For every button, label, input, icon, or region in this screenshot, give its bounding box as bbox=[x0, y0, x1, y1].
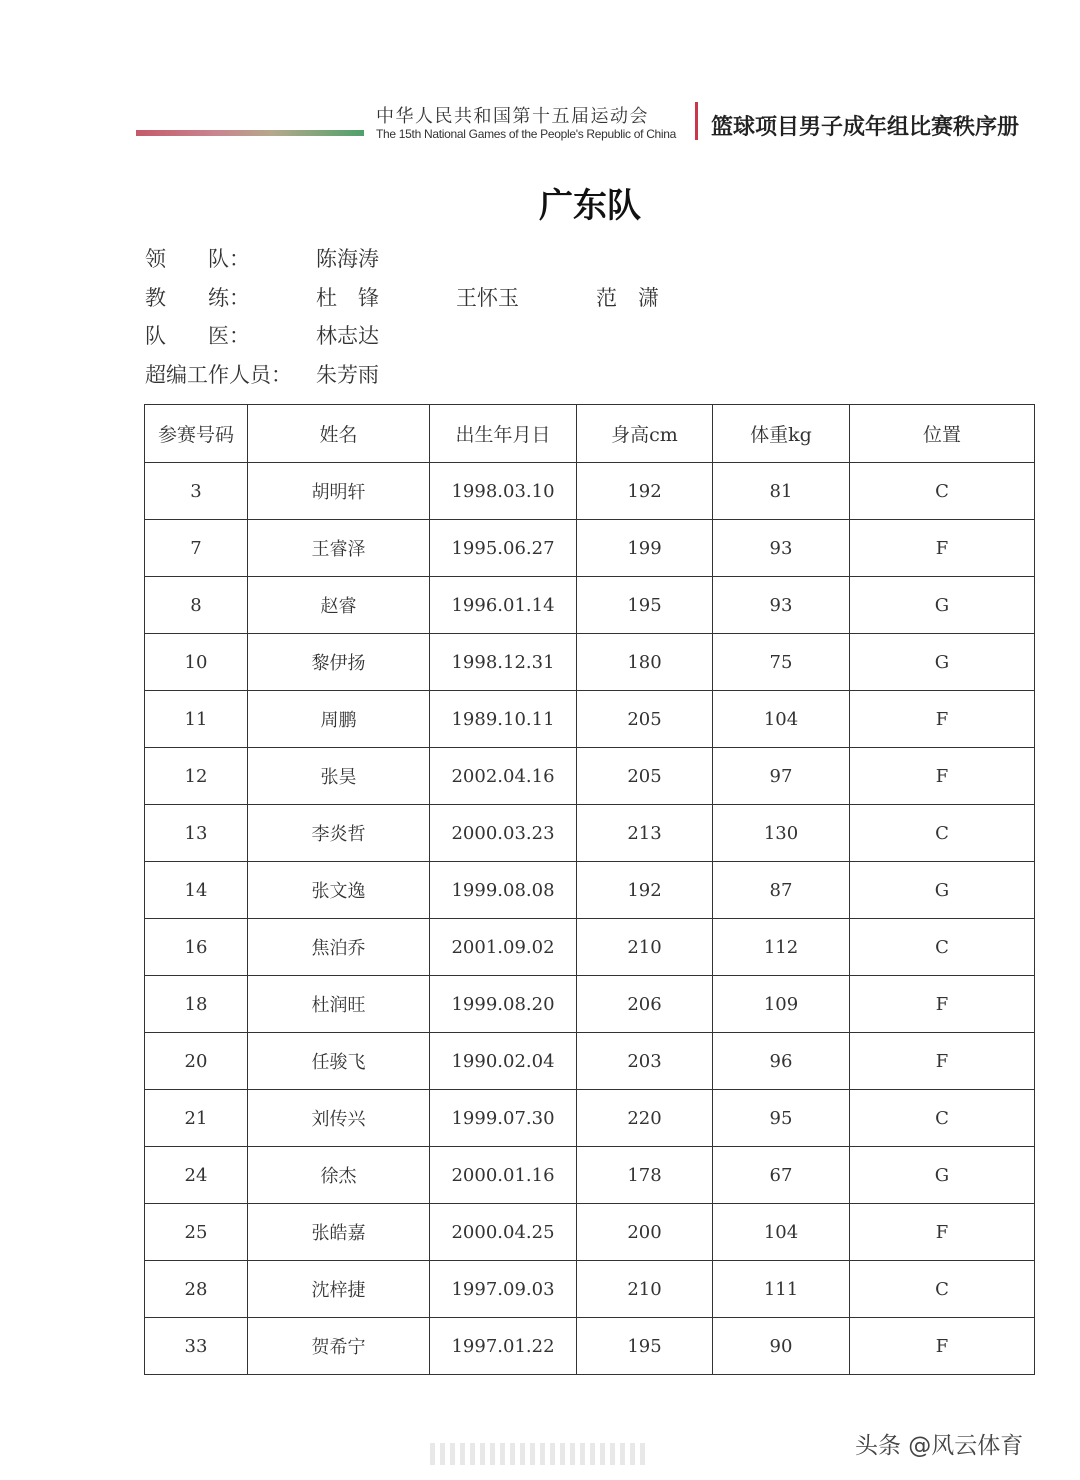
cell-position: G bbox=[850, 1147, 1035, 1204]
cell-height: 195 bbox=[577, 1318, 713, 1375]
cell-weight: 93 bbox=[713, 520, 850, 577]
cell-name: 刘传兴 bbox=[248, 1090, 430, 1147]
col-header-height: 身高cm bbox=[577, 405, 713, 463]
cell-birthdate: 1999.08.20 bbox=[430, 976, 577, 1033]
cell-weight: 104 bbox=[713, 691, 850, 748]
cell-number: 10 bbox=[145, 634, 248, 691]
table-row bbox=[145, 1318, 1035, 1375]
cell-weight: 87 bbox=[713, 862, 850, 919]
cell-height: 205 bbox=[577, 748, 713, 805]
cell-number: 14 bbox=[145, 862, 248, 919]
table-row bbox=[145, 862, 1035, 919]
cell-height: 210 bbox=[577, 919, 713, 976]
cell-birthdate: 2000.03.23 bbox=[430, 805, 577, 862]
cell-weight: 75 bbox=[713, 634, 850, 691]
cell-number: 7 bbox=[145, 520, 248, 577]
cell-weight: 97 bbox=[713, 748, 850, 805]
games-title-cn: 中华人民共和国第十五届运动会 bbox=[376, 106, 649, 127]
cell-height: 210 bbox=[577, 1261, 713, 1318]
cell-name: 胡明轩 bbox=[248, 463, 430, 520]
cell-height: 192 bbox=[577, 862, 713, 919]
cell-birthdate: 1999.08.08 bbox=[430, 862, 577, 919]
header-color-stripe bbox=[136, 130, 364, 136]
staff-name-coach-1: 杜 锋 bbox=[316, 286, 379, 310]
staff-name-leader: 陈海涛 bbox=[316, 247, 379, 271]
table-row bbox=[145, 463, 1035, 520]
cell-number: 28 bbox=[145, 1261, 248, 1318]
cell-number: 18 bbox=[145, 976, 248, 1033]
cell-birthdate: 1990.02.04 bbox=[430, 1033, 577, 1090]
staff-label-extra: 超编工作人员： bbox=[145, 363, 292, 387]
table-row bbox=[145, 1033, 1035, 1090]
cell-position: F bbox=[850, 691, 1035, 748]
cell-birthdate: 2000.04.25 bbox=[430, 1204, 577, 1261]
table-row bbox=[145, 1204, 1035, 1261]
cell-birthdate: 2000.01.16 bbox=[430, 1147, 577, 1204]
roster-table bbox=[144, 404, 1035, 1375]
cell-number: 8 bbox=[145, 577, 248, 634]
cell-weight: 95 bbox=[713, 1090, 850, 1147]
redaction-strip bbox=[430, 1443, 650, 1465]
header-divider bbox=[695, 102, 698, 140]
table-row bbox=[145, 577, 1035, 634]
cell-number: 13 bbox=[145, 805, 248, 862]
cell-name: 张文逸 bbox=[248, 862, 430, 919]
table-row bbox=[145, 520, 1035, 577]
cell-weight: 112 bbox=[713, 919, 850, 976]
cell-position: G bbox=[850, 634, 1035, 691]
team-title: 广东队 bbox=[539, 186, 641, 226]
col-header-name: 姓名 bbox=[248, 405, 430, 463]
col-header-birthdate: 出生年月日 bbox=[430, 405, 577, 463]
cell-name: 周鹏 bbox=[248, 691, 430, 748]
cell-position: C bbox=[850, 1090, 1035, 1147]
cell-number: 21 bbox=[145, 1090, 248, 1147]
cell-birthdate: 1996.01.14 bbox=[430, 577, 577, 634]
games-title-en: The 15th National Games of the People's Republic of China bbox=[376, 127, 677, 141]
col-header-number: 参赛号码 bbox=[145, 405, 248, 463]
table-row bbox=[145, 748, 1035, 805]
cell-position: C bbox=[850, 919, 1035, 976]
cell-birthdate: 2001.09.02 bbox=[430, 919, 577, 976]
cell-name: 焦泊乔 bbox=[248, 919, 430, 976]
col-header-position: 位置 bbox=[850, 405, 1035, 463]
cell-birthdate: 1999.07.30 bbox=[430, 1090, 577, 1147]
cell-name: 贺希宁 bbox=[248, 1318, 430, 1375]
cell-weight: 90 bbox=[713, 1318, 850, 1375]
cell-height: 180 bbox=[577, 634, 713, 691]
cell-weight: 130 bbox=[713, 805, 850, 862]
table-row bbox=[145, 919, 1035, 976]
cell-weight: 96 bbox=[713, 1033, 850, 1090]
cell-weight: 104 bbox=[713, 1204, 850, 1261]
cell-name: 杜润旺 bbox=[248, 976, 430, 1033]
cell-position: F bbox=[850, 976, 1035, 1033]
cell-position: G bbox=[850, 862, 1035, 919]
cell-name: 张昊 bbox=[248, 748, 430, 805]
staff-name-doctor: 林志达 bbox=[316, 324, 379, 348]
cell-height: 192 bbox=[577, 463, 713, 520]
table-header-row bbox=[145, 405, 1035, 463]
cell-number: 11 bbox=[145, 691, 248, 748]
table-row bbox=[145, 691, 1035, 748]
cell-height: 199 bbox=[577, 520, 713, 577]
staff-label-doctor: 队 医： bbox=[145, 324, 250, 348]
cell-height: 213 bbox=[577, 805, 713, 862]
cell-name: 王睿泽 bbox=[248, 520, 430, 577]
cell-name: 徐杰 bbox=[248, 1147, 430, 1204]
cell-number: 24 bbox=[145, 1147, 248, 1204]
cell-position: F bbox=[850, 1204, 1035, 1261]
cell-position: G bbox=[850, 577, 1035, 634]
col-header-weight: 体重kg bbox=[713, 405, 850, 463]
cell-name: 李炎哲 bbox=[248, 805, 430, 862]
roster-body bbox=[145, 463, 1035, 1375]
booklet-title: 篮球项目男子成年组比赛秩序册 bbox=[711, 115, 1020, 140]
cell-name: 沈梓捷 bbox=[248, 1261, 430, 1318]
cell-birthdate: 1989.10.11 bbox=[430, 691, 577, 748]
cell-birthdate: 1997.09.03 bbox=[430, 1261, 577, 1318]
cell-height: 203 bbox=[577, 1033, 713, 1090]
cell-number: 12 bbox=[145, 748, 248, 805]
cell-position: F bbox=[850, 1033, 1035, 1090]
cell-position: C bbox=[850, 1261, 1035, 1318]
cell-birthdate: 1997.01.22 bbox=[430, 1318, 577, 1375]
cell-name: 赵睿 bbox=[248, 577, 430, 634]
cell-number: 20 bbox=[145, 1033, 248, 1090]
cell-number: 3 bbox=[145, 463, 248, 520]
cell-position: F bbox=[850, 1318, 1035, 1375]
table-row bbox=[145, 1261, 1035, 1318]
staff-name-coach-2: 王怀玉 bbox=[456, 286, 519, 310]
cell-height: 195 bbox=[577, 577, 713, 634]
cell-number: 16 bbox=[145, 919, 248, 976]
table-row bbox=[145, 1090, 1035, 1147]
staff-name-extra: 朱芳雨 bbox=[316, 363, 379, 387]
watermark: 头条 @风云体育 bbox=[855, 1433, 1024, 1459]
cell-name: 张皓嘉 bbox=[248, 1204, 430, 1261]
cell-number: 25 bbox=[145, 1204, 248, 1261]
cell-height: 220 bbox=[577, 1090, 713, 1147]
staff-label-coach: 教 练： bbox=[145, 286, 250, 310]
table-row bbox=[145, 634, 1035, 691]
cell-weight: 111 bbox=[713, 1261, 850, 1318]
cell-birthdate: 1998.12.31 bbox=[430, 634, 577, 691]
cell-position: F bbox=[850, 748, 1035, 805]
cell-birthdate: 1998.03.10 bbox=[430, 463, 577, 520]
cell-weight: 93 bbox=[713, 577, 850, 634]
table-row bbox=[145, 976, 1035, 1033]
cell-height: 205 bbox=[577, 691, 713, 748]
cell-number: 33 bbox=[145, 1318, 248, 1375]
cell-name: 黎伊扬 bbox=[248, 634, 430, 691]
cell-position: F bbox=[850, 520, 1035, 577]
cell-position: C bbox=[850, 463, 1035, 520]
cell-birthdate: 1995.06.27 bbox=[430, 520, 577, 577]
cell-weight: 81 bbox=[713, 463, 850, 520]
cell-name: 任骏飞 bbox=[248, 1033, 430, 1090]
cell-height: 206 bbox=[577, 976, 713, 1033]
cell-height: 200 bbox=[577, 1204, 713, 1261]
table-row bbox=[145, 805, 1035, 862]
cell-birthdate: 2002.04.16 bbox=[430, 748, 577, 805]
staff-name-coach-3: 范 潇 bbox=[596, 286, 659, 310]
cell-weight: 109 bbox=[713, 976, 850, 1033]
staff-label-leader: 领 队： bbox=[145, 247, 250, 271]
table-row bbox=[145, 1147, 1035, 1204]
cell-position: C bbox=[850, 805, 1035, 862]
cell-height: 178 bbox=[577, 1147, 713, 1204]
cell-weight: 67 bbox=[713, 1147, 850, 1204]
